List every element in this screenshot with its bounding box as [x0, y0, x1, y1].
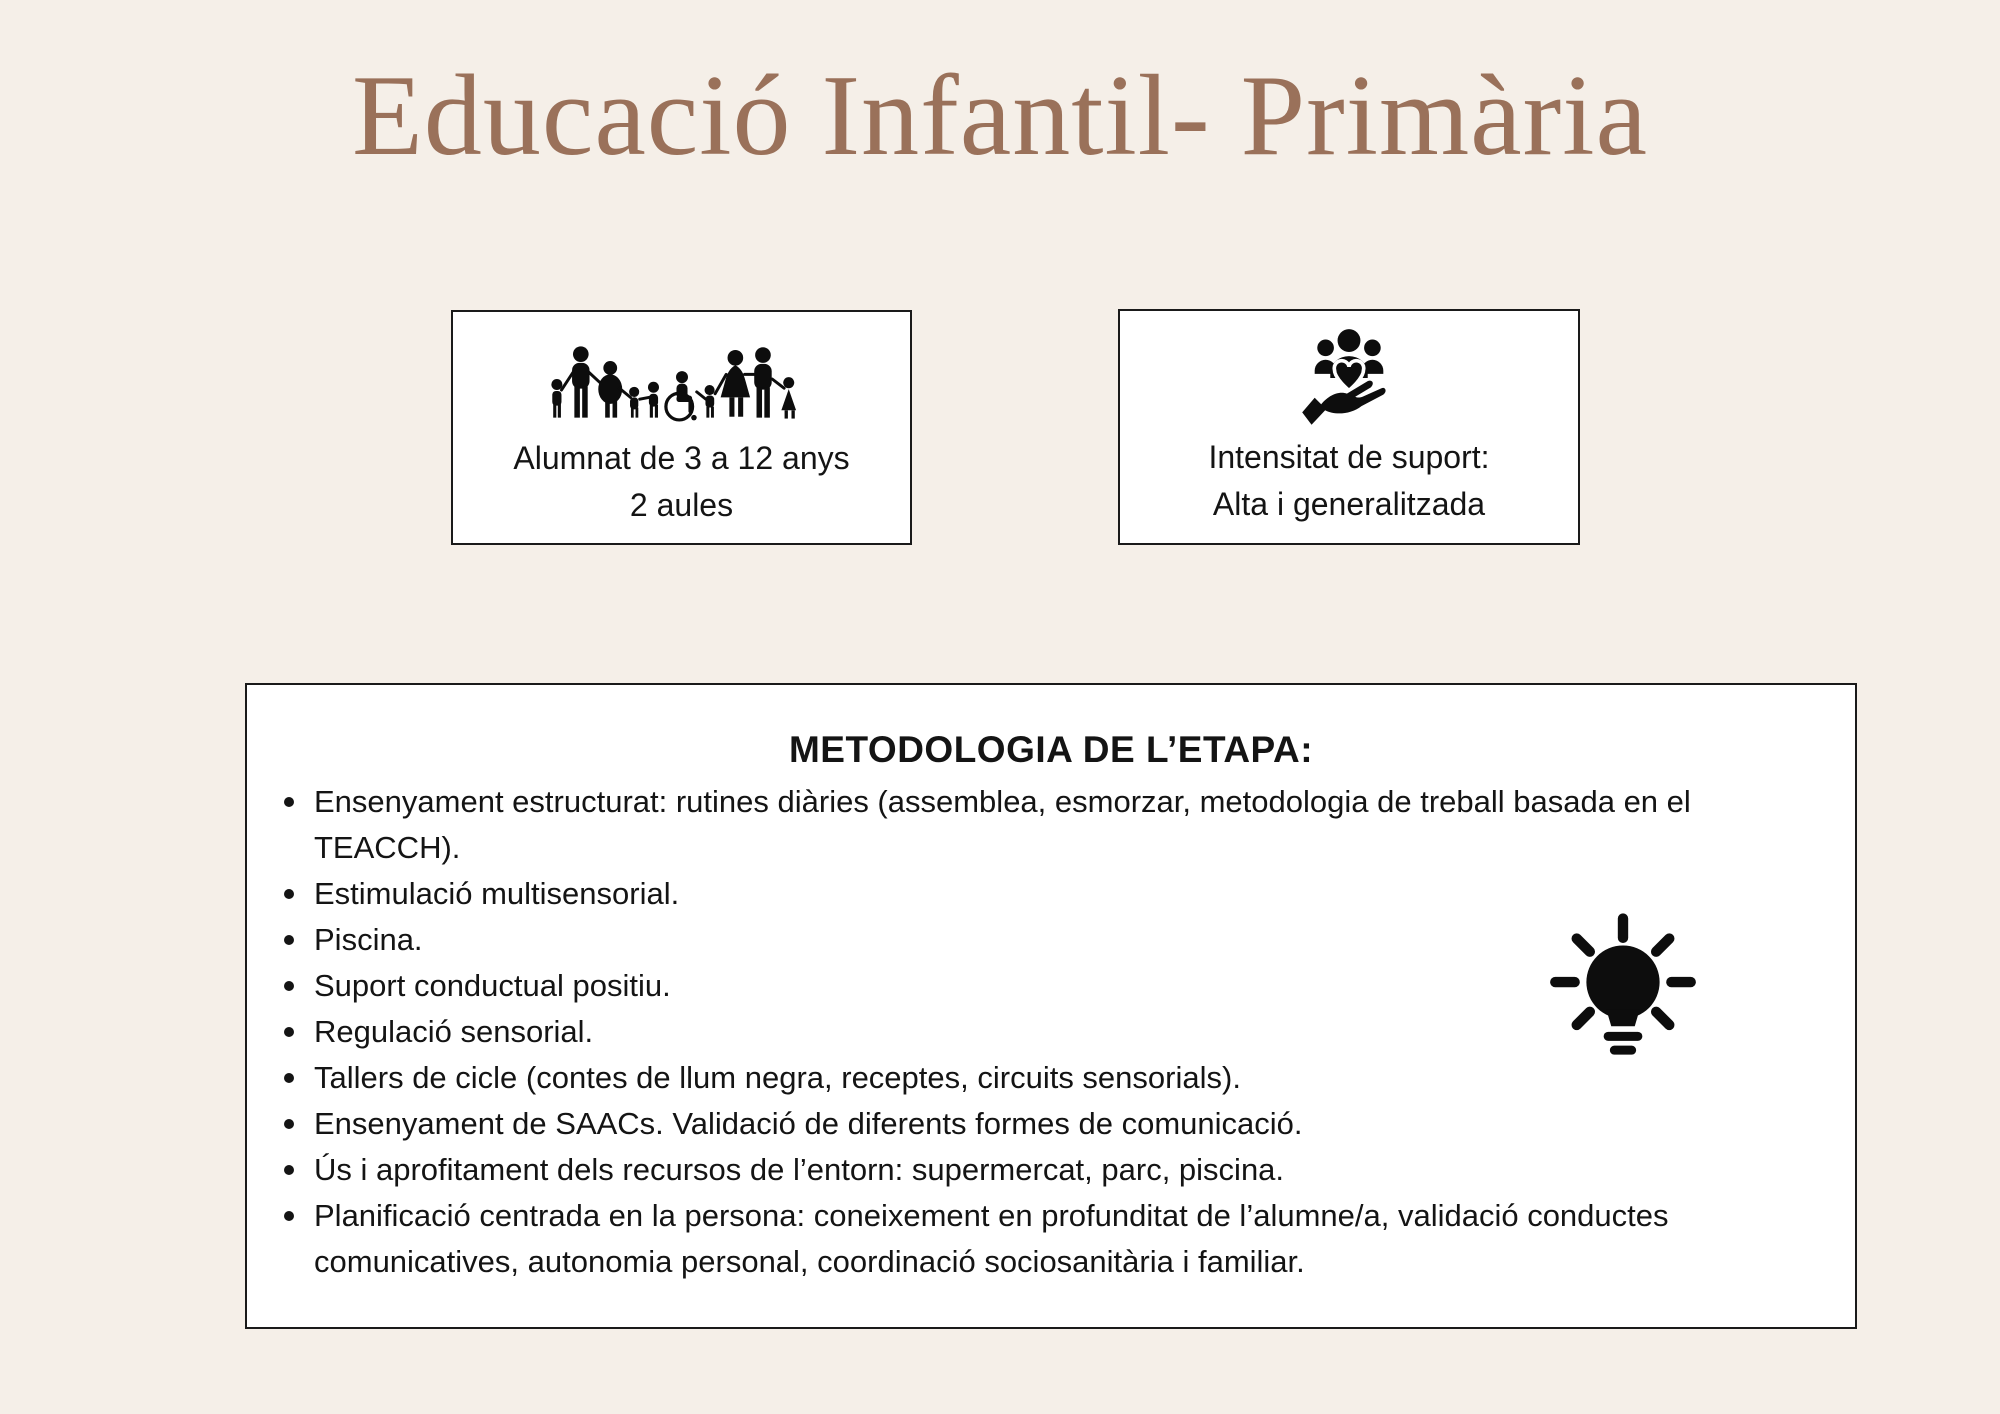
bullet-dot	[281, 1055, 314, 1101]
bullet-dot	[281, 1147, 314, 1193]
bullet-dot	[281, 1193, 314, 1239]
card-alumnat	[451, 310, 912, 545]
bullet-dot	[281, 963, 314, 1009]
bullet-dot	[281, 1009, 314, 1055]
bullet-item	[281, 1147, 1795, 1193]
bullet-item	[281, 1101, 1795, 1147]
bullet-item	[281, 779, 1795, 871]
card-suport-text	[1208, 434, 1489, 528]
bullet-dot	[281, 1101, 314, 1147]
card-suport	[1118, 309, 1580, 545]
card-alumnat-line2: 2 aules	[629, 487, 734, 523]
bullet-dot	[281, 917, 314, 963]
bullet-text: Piscina.	[314, 922, 423, 957]
bullet-text: Suport conductual positiu.	[314, 968, 671, 1003]
lightbulb-icon	[1547, 911, 1699, 1067]
card-suport-line1: Intensitat de suport:	[1208, 439, 1490, 475]
care-support-icon	[1297, 327, 1401, 429]
card-suport-line2: Alta i generalitzada	[1212, 486, 1486, 522]
card-alumnat-text	[513, 435, 849, 529]
methodology-box	[245, 683, 1857, 1329]
card-alumnat-line1: Alumnat de 3 a 12 anys	[513, 440, 850, 476]
bullet-item	[281, 1193, 1795, 1285]
bullet-text: Tallers de cicle (contes de llum negra, receptes, circuits sensorials).	[314, 1060, 1241, 1095]
family-inclusion-icon	[544, 328, 820, 430]
bullet-dot	[281, 871, 314, 917]
page-title: Educació Infantil- Primària	[351, 52, 1649, 180]
bullet-text: Estimulació multisensorial.	[314, 876, 680, 911]
bullet-text: Regulació sensorial.	[314, 1014, 594, 1049]
bullet-text: Ensenyament estructurat: rutines diàries (assemblea, esmorzar, metodologia de treball basada en el TEACCH).	[314, 784, 1691, 865]
bullet-text: Ús i aprofitament dels recursos de l’entorn: supermercat, parc, piscina.	[314, 1152, 1285, 1187]
bullet-text: Planificació centrada en la persona: coneixement en profunditat de l’alumne/a, validació conductes comunicatives, autonomia personal, coordinació sociosanitària i familiar.	[314, 1198, 1669, 1279]
bullet-text: Ensenyament de SAACs. Validació de diferents formes de comunicació.	[314, 1106, 1303, 1141]
methodology-heading: METODOLOGIA DE L’ETAPA:	[788, 729, 1314, 770]
bullet-dot	[281, 779, 314, 825]
